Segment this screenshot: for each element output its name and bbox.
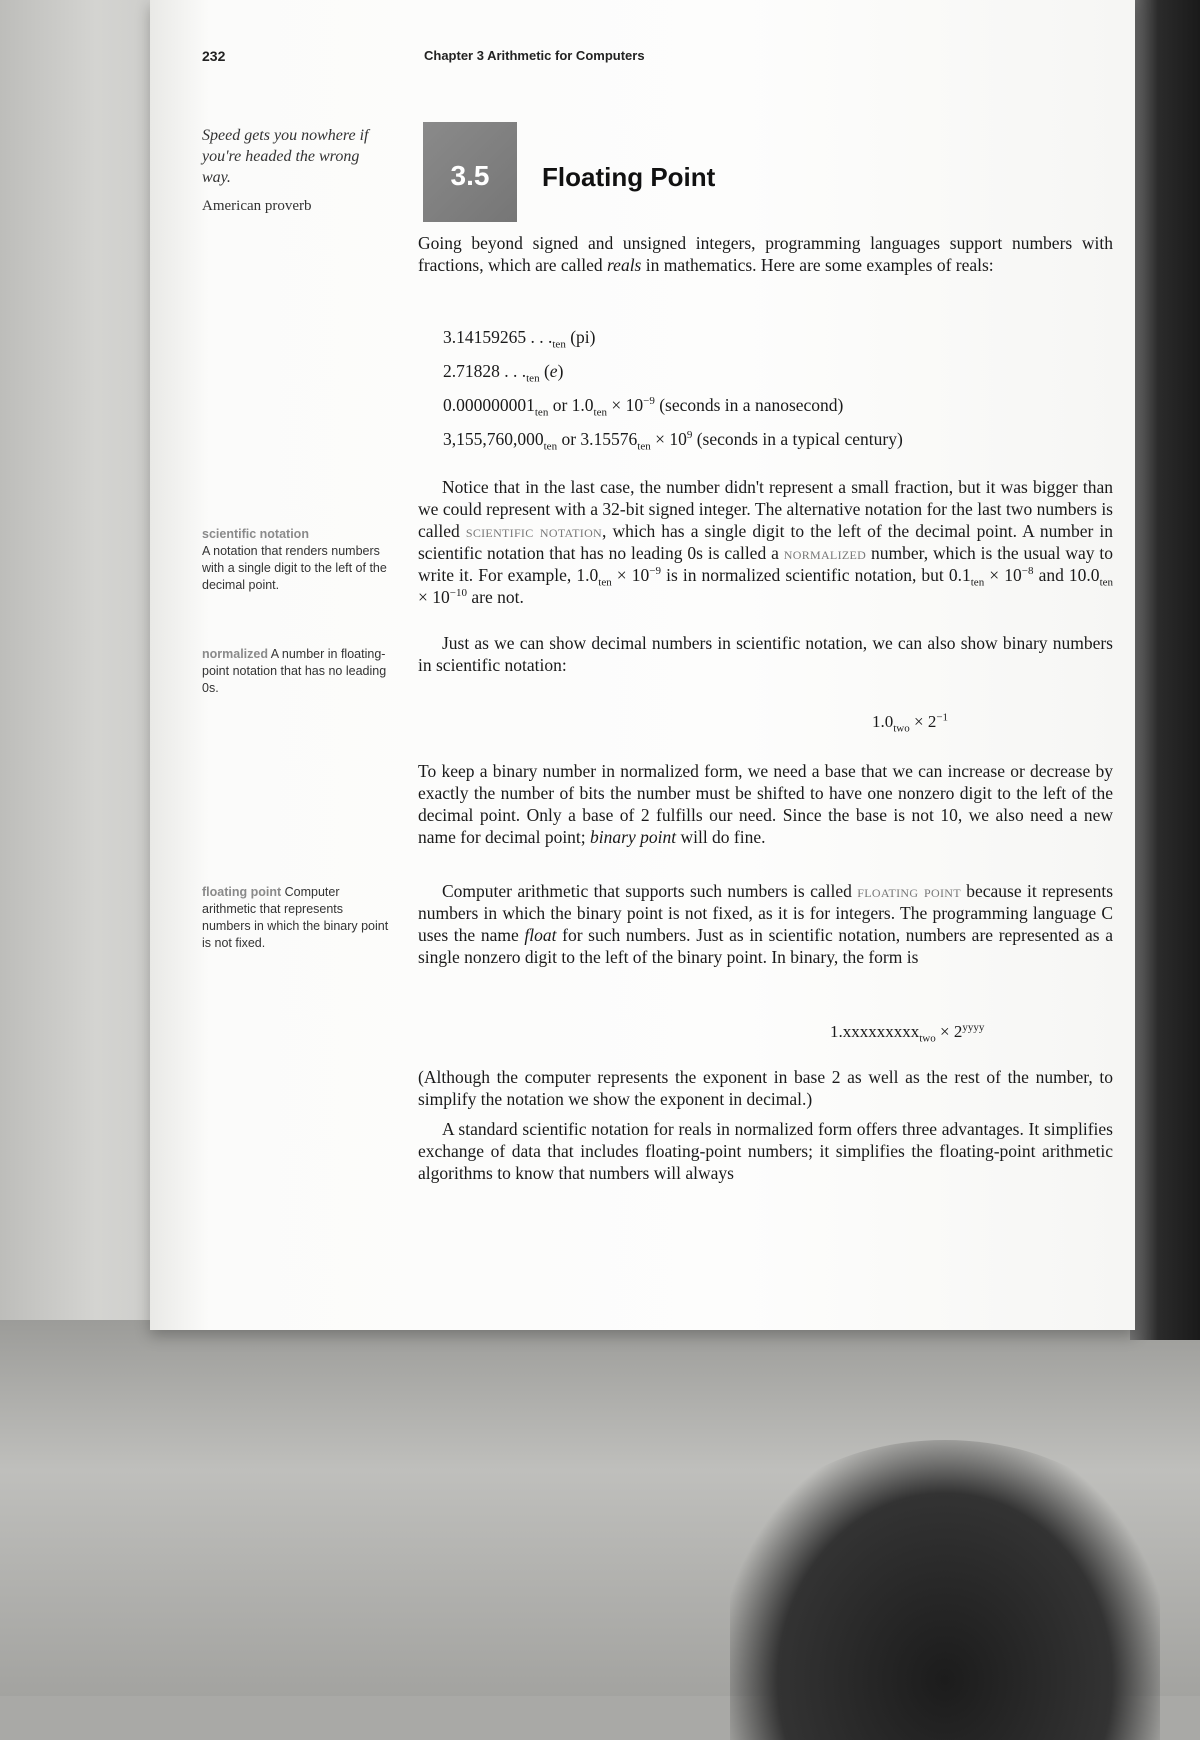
- normalized-term: normalized: [783, 543, 867, 563]
- paragraph-floating-point: Computer arithmetic that supports such numbers is called floating point because it represents numbers in which the binary point is not fixed, as it is for integers. The programming language C uses the name float for such numbers. Just as in scientific notation, numbers are represented as a single nonzero digit to the left of the binary point. In binary, the form is: [418, 881, 1114, 967]
- reals-term: reals: [607, 255, 642, 275]
- paragraph-scientific-notation: Notice that in the last case, the number didn't represent a small fraction, but it was bigger than we could represent with a 32-bit signed integer. The alternative notation for the last two numbers is called scientific notation, which has a single digit to the left of the decimal point. A number in scientific notation that has no leading 0s is called a normalized number, which is the usual way to write it. For example, $1.0_{ten} \times 10^{-9}$ is in normalized scientific notation, but $0.1_{ten} \times 10^{-8}$ and $10.0_{ten} \times 10^{-10}$ are not.: [418, 477, 1114, 607]
- epigraph-quote: Speed gets you nowhere if you're headed the wrong way.: [202, 127, 369, 186]
- float-term: float: [524, 925, 557, 945]
- running-head: Chapter 3 Arithmetic for Computers: [424, 48, 645, 63]
- paragraph-advantages: A standard scientific notation for reals in normalized form offers three advantages. It simplifies exchange of data that includes floating-point numbers; it simplifies the floating-point arithmetic algorithms to know that numbers will always: [418, 1119, 1113, 1183]
- binary-point-term: binary point: [590, 827, 677, 847]
- page-header: [202, 48, 1102, 72]
- intro-paragraph: Going beyond signed and unsigned integers, programming languages support numbers with fractions, which are called reals in mathematics. Here are some examples of reals:: [418, 233, 1113, 275]
- examples-list: [443, 320, 903, 456]
- example-nanosecond: $0.000000001_{ten}$ or $1.0_{ten} \times 10^{-9}$ (seconds in a nanosecond): [443, 395, 844, 419]
- section-title: Floating Point: [542, 162, 716, 192]
- example-pi: 3.14159265 . . $._{ten}$ (pi): [443, 327, 596, 351]
- paragraph-binary-point: To keep a binary number in normalized form, we need a base that we can increase or decrease by exactly the number of bits the number must be shifted to have one nonzero digit to the left of the decimal point. Only a base of 2 fulfills our need. Since the base is not 10, we also need a new name for decimal point; binary point will do fine.: [418, 761, 1113, 847]
- margin-def-floating-point: floating point Computer arithmetic that represents numbers in which the binary point is not fixed.: [202, 885, 389, 950]
- formula-binary-form: 1.xxxxxxxxx$_{two}$ × $2^{yyyy}$: [830, 1021, 985, 1045]
- margin-def-normalized: normalized A number in floating-point notation that has no leading 0s.: [202, 647, 387, 695]
- paragraph-exponent-note: (Although the computer represents the exponent in base 2 as well as the rest of the number, to simplify the notation we show the exponent in decimal.): [418, 1067, 1113, 1109]
- shadow: [730, 1440, 1160, 1740]
- epigraph: [202, 125, 392, 217]
- section-number: 3.5: [450, 160, 490, 191]
- example-century: $3,155,760,000_{ten}$ or $3.15576_{ten} \times 10^9$ (seconds in a typical century): [443, 429, 903, 453]
- example-e: 2.71828 . . $._{ten}$ (e): [443, 361, 564, 385]
- page-number: 232: [202, 48, 226, 64]
- epigraph-attribution: American proverb: [202, 198, 312, 214]
- book-page: [150, 0, 1135, 1330]
- scientific-notation-term: scientific notation: [465, 521, 602, 541]
- floating-point-term: floating point: [857, 881, 961, 901]
- paragraph-binary-scientific: Just as we can show decimal numbers in scientific notation, we can also show binary numbers in scientific notation:: [418, 633, 1113, 675]
- formula-binary-example: $1.0_{two} \times 2^{-1}$: [872, 711, 949, 735]
- margin-def-scientific-notation: scientific notation A notation that renders numbers with a single digit to the left of the decimal point.: [202, 527, 387, 592]
- book-binding-edge: [1130, 0, 1200, 1340]
- section-number-box: [423, 122, 517, 222]
